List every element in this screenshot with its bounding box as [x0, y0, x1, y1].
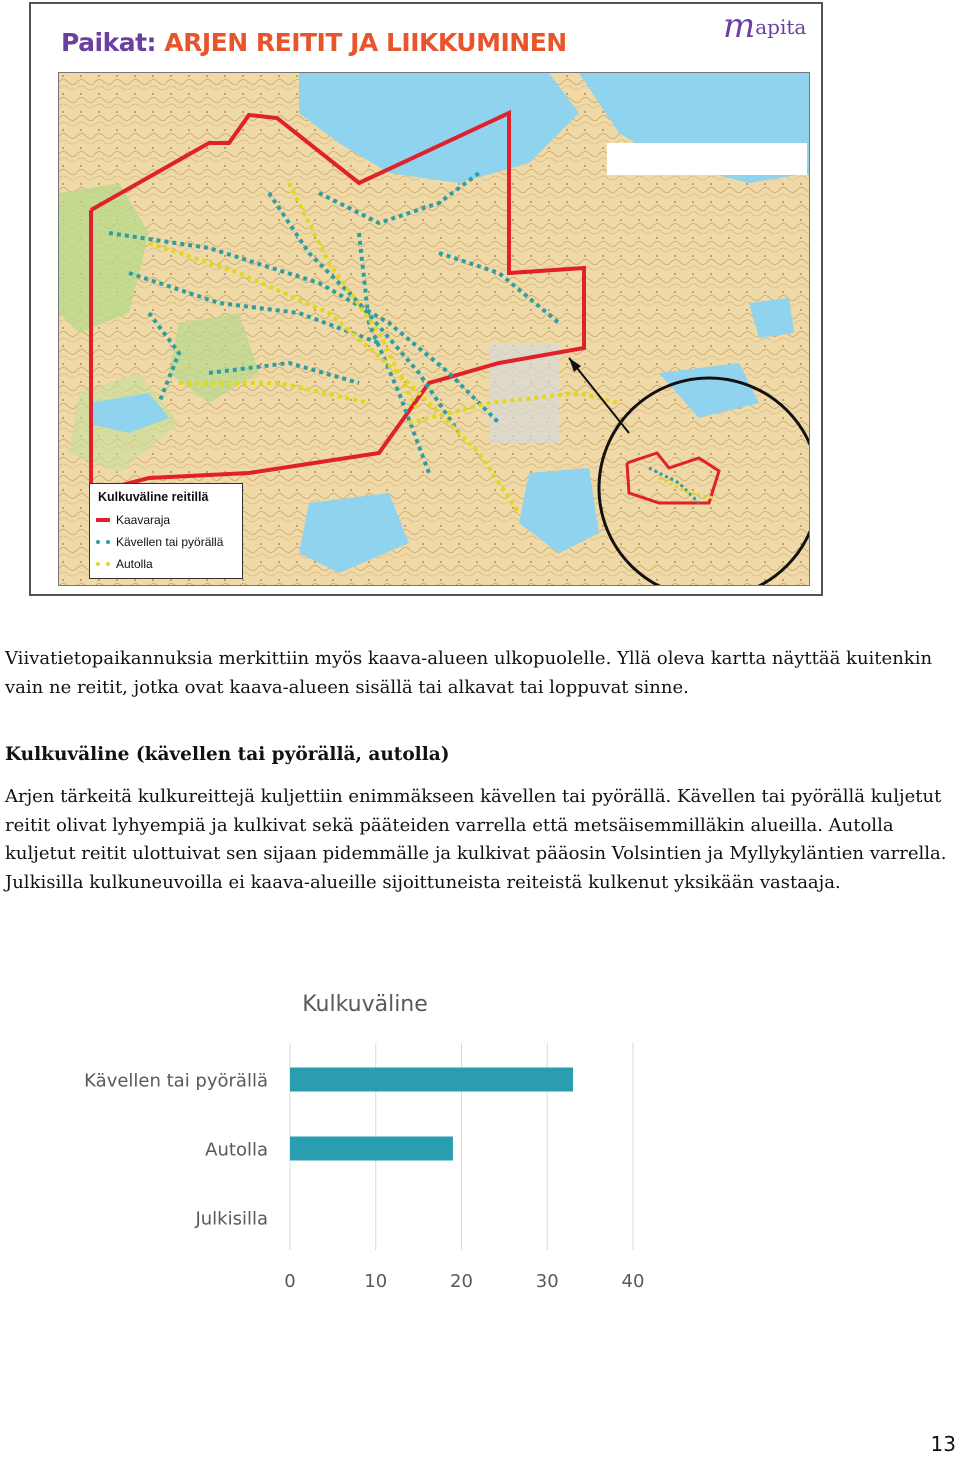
section-heading: Kulkuväline (kävellen tai pyörällä, autolla)	[5, 744, 450, 765]
mapita-logo	[723, 6, 806, 46]
legend-label: Kaavaraja	[116, 513, 171, 527]
page-number: 13	[930, 1432, 956, 1456]
bar	[290, 1068, 573, 1092]
category-label: Kävellen tai pyörällä	[84, 1070, 268, 1092]
map-slide	[29, 2, 823, 596]
paragraph-body: Arjen tärkeitä kulkureittejä kuljettiin enimmäkseen kävellen tai pyörällä. Kävellen tai pyörällä kuljetut reitit olivat lyhyempiä ja kulkivat sekä pääteiden varrella että metsäisemmilläkin alueilla. Autolla kuljetut reitit ulottuivat sen sijaan pidemmälle ja kulkivat pääosin Volsintien ja Myllykyläntien varrella. Julkisilla kulkuneuvoilla ei kaava-alueille sijoittuneista reiteistä kulkenut yksikään vastaaja.	[5, 786, 947, 893]
bar	[290, 1137, 453, 1161]
slide-title-main: ARJEN REITIT JA LIIKKUMINEN	[164, 28, 567, 57]
map-legend	[89, 483, 243, 579]
x-tick-label: 20	[450, 1271, 473, 1292]
logo-rest: apita	[755, 15, 807, 39]
red-line-icon	[96, 518, 110, 522]
legend-title: Kulkuväline reitillä	[98, 490, 209, 504]
legend-item-walking	[96, 534, 223, 550]
slide-title	[61, 28, 567, 57]
yellow-dotted-line-icon	[96, 562, 110, 566]
x-tick-label: 0	[284, 1271, 296, 1292]
x-tick-label: 30	[535, 1271, 559, 1292]
category-label: Autolla	[205, 1139, 268, 1161]
legend-item-car	[96, 556, 153, 572]
paragraph-intro: Viivatietopaikannuksia merkittiin myös kaava-alueen ulkopuolelle. Yllä oleva kartta näyttää kuitenkin vain ne reitit, jotka ovat kaava-alueen sisällä tai alkavat tai loppuvat sinne.	[5, 648, 933, 698]
category-label: Julkisilla	[195, 1208, 268, 1230]
x-tick-label: 10	[364, 1271, 388, 1292]
legend-item-boundary	[96, 512, 170, 528]
legend-label: Autolla	[116, 557, 153, 571]
chart-svg	[0, 975, 700, 1305]
transport-mode-chart	[0, 975, 700, 1305]
legend-label: Kävellen tai pyörällä	[116, 535, 224, 549]
x-tick-label: 40	[621, 1271, 645, 1292]
teal-dotted-line-icon	[96, 540, 110, 544]
logo-initial: m	[723, 6, 756, 46]
route-map	[58, 72, 810, 586]
chart-title: Kulkuväline	[302, 992, 428, 1017]
slide-title-prefix: Paikat:	[61, 28, 157, 57]
